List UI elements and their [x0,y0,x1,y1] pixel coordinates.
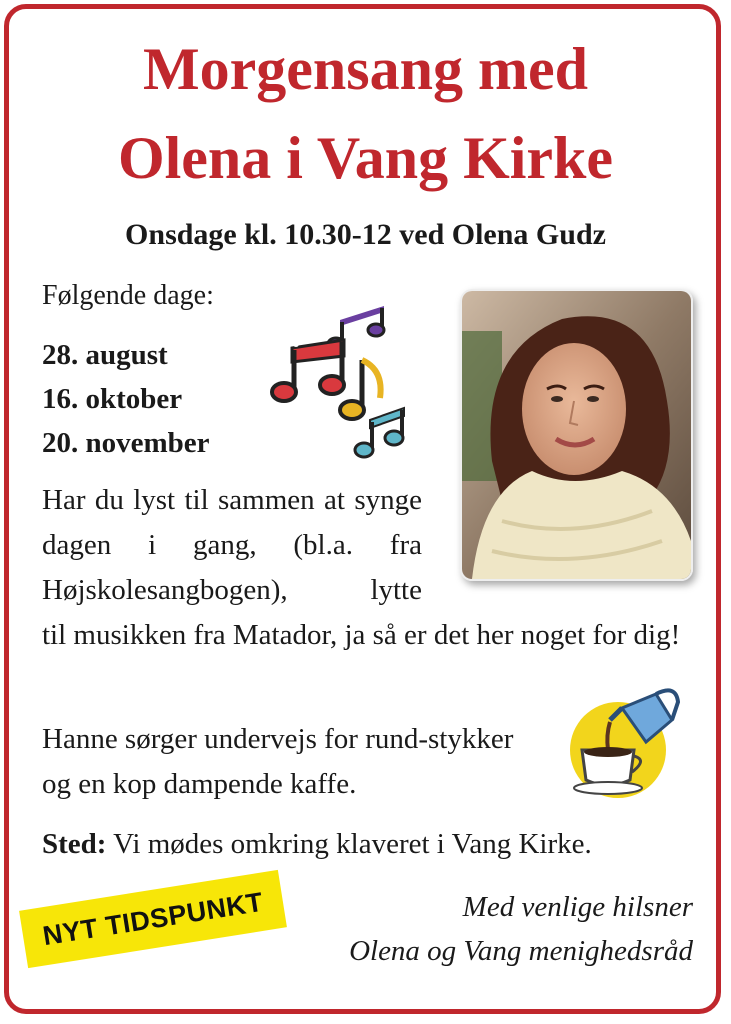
paragraph-coffee: Hanne sørger undervejs for rund-stykker og en kop dampende kaffe. [42,723,514,800]
title-line-2: Olena i Vang Kirke [117,125,614,191]
signoff-greeting: Med venlige hilsner [462,891,693,923]
date-item: 28. august [42,339,168,371]
portrait-photo [460,289,693,581]
location-label: Sted: [42,828,107,860]
paragraph-intro: Har du lyst til sammen at synge dagen i gang, (bl.a. fra Højskolesangbogen), lytte [42,484,422,606]
subtitle: Onsdage kl. 10.30-12 ved Olena Gudz [125,218,606,251]
title-line-1: Morgensang med [143,36,588,102]
location-text: Vi mødes omkring klaveret i Vang Kirke. [106,828,592,860]
badge-label: NYT TIDSPUNKT [40,886,266,951]
dates-label: Følgende dage: [42,280,214,311]
coffee-pot-icon [560,680,690,800]
date-item: 20. november [42,427,210,459]
music-notes-icon [262,290,422,465]
date-item: 16. oktober [42,383,183,415]
location-line [42,822,702,867]
signoff-sender: Olena og Vang menighedsråd [349,935,693,967]
signoff [349,885,693,973]
paragraph-intro-continued: til musikken fra Matador, ja så er det her noget for dig! [42,619,681,651]
